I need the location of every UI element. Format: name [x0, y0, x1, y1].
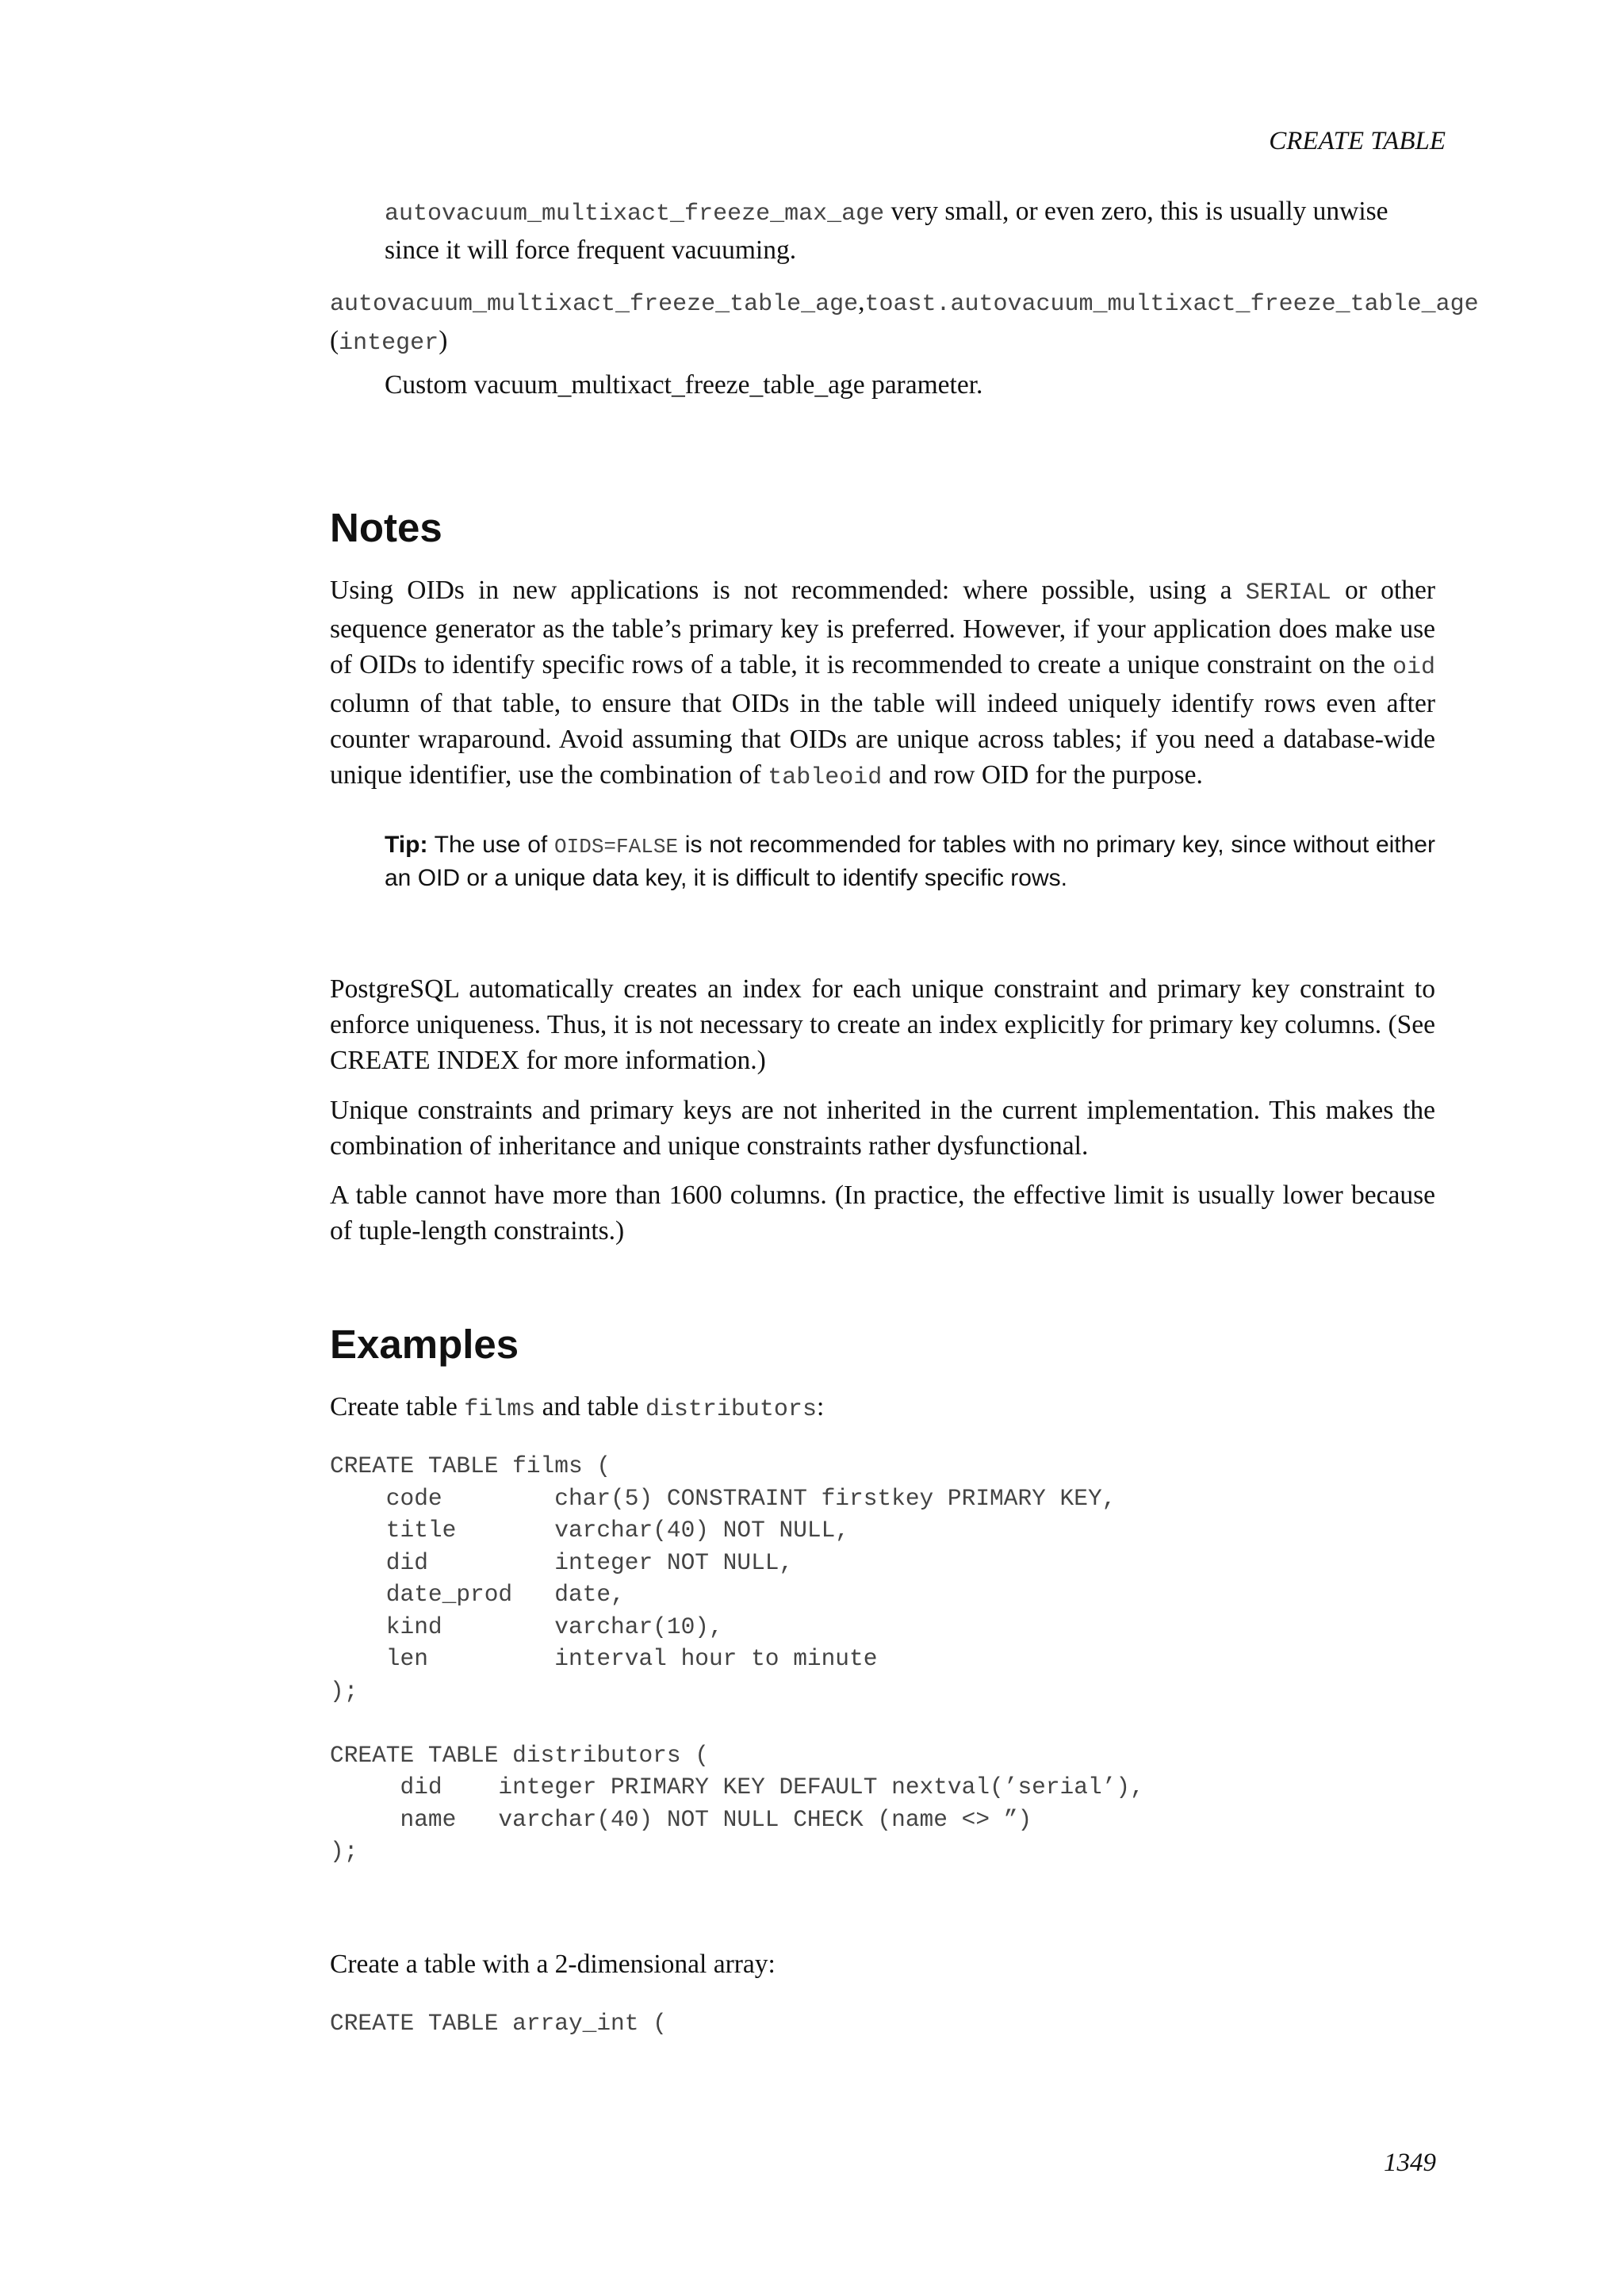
text-span: The use of [427, 832, 555, 858]
text-span: Create table [330, 1392, 465, 1422]
tip-label: Tip: [385, 832, 428, 858]
text-span: since it will force frequent vacuuming. [385, 235, 797, 265]
param-description [385, 367, 1435, 403]
examples-intro-1 [330, 1389, 1435, 1428]
text-span: : [816, 1392, 825, 1422]
running-header: CREATE TABLE [1269, 127, 1446, 155]
text-span: is not recommended for tables with no primary key, since without either an OID or a unique data key, it is difficult to identify specific rows. [385, 832, 1435, 891]
examples-intro-2 [330, 1946, 1435, 1982]
paren-open: ( [330, 326, 339, 355]
code-block-array-int: CREATE TABLE array_int ( [330, 2010, 667, 2037]
inline-code: OIDS=FALSE [554, 835, 679, 859]
inline-code: SERIAL [1245, 580, 1331, 607]
notes-heading: Notes [330, 505, 442, 550]
param-separator: , [858, 287, 865, 316]
param-continuation [385, 193, 1435, 268]
notes-paragraph-3-text: Unique constraints and primary keys are not inherited in the current implementation. This makes the combination of inheritance and unique constraints rather dysfunctional. [330, 1096, 1435, 1161]
text-span: very small, or even zero, this is usually unwise [884, 197, 1388, 226]
inline-code: tableoid [768, 764, 883, 791]
notes-paragraph-2 [330, 971, 1435, 1078]
notes-paragraph-4 [330, 1177, 1435, 1249]
inline-code: autovacuum_multixact_freeze_max_age [385, 201, 885, 228]
param-name-toast: toast.autovacuum_multixact_freeze_table_age [864, 291, 1479, 318]
code-block-create-films: CREATE TABLE films ( code char(5) CONSTRAINT firstkey PRIMARY KEY, title varchar(40) NOT NULL, did integer NOT NULL, date_prod date, kind varchar(10), len interval hour to minute ); CREATE TABLE distributors ( did integer PRIMARY KEY DEFAULT nextval(’serial’), name varchar(40) NOT NULL CHECK (name <> ”) ); [330, 1452, 1144, 1865]
param-name: autovacuum_multixact_freeze_table_age [330, 291, 859, 318]
text-span: and row OID for the purpose. [882, 760, 1203, 790]
text-span: column of that table, to ensure that OIDs in the table will indeed uniquely identify rows even after counter wraparound. Avoid assuming that OIDs are unique across tables; if you need a database-wide unique identifier, use the combination of [330, 689, 1435, 790]
inline-code: oid [1392, 654, 1435, 681]
param-term [330, 284, 1479, 362]
examples-intro-2-text: Create a table with a 2-dimensional array: [330, 1950, 776, 1979]
notes-paragraph-4-text: A table cannot have more than 1600 columns. (In practice, the effective limit is usually lower because of tuple-length constraints.) [330, 1181, 1435, 1246]
text-span: and table [535, 1392, 645, 1422]
param-description-text: Custom vacuum_multixact_freeze_table_age parameter. [385, 370, 983, 400]
examples-heading: Examples [330, 1322, 519, 1367]
text-span: Using OIDs in new applications is not recommended: where possible, using a [330, 576, 1246, 605]
page-number: 1349 [1384, 2149, 1436, 2177]
paren-close: ) [439, 326, 448, 355]
notes-paragraph-2-text: PostgreSQL automatically creates an index for each unique constraint and primary key constraint to enforce uniqueness. Thus, it is not necessary to create an index explicitly for primary key columns. (See CREATE INDEX for more information.) [330, 974, 1435, 1075]
inline-code: distributors [645, 1396, 817, 1423]
notes-paragraph-3 [330, 1093, 1435, 1164]
inline-code: films [464, 1396, 536, 1423]
text-span: or other sequence generator as the table’s primary key is preferred. However, if your application does make use of OIDs to identify specific rows of a table, it is recommended to create a unique constraint on the [330, 576, 1435, 679]
param-type: integer [339, 330, 439, 357]
notes-paragraph-1 [330, 572, 1435, 796]
tip-box [385, 829, 1435, 894]
